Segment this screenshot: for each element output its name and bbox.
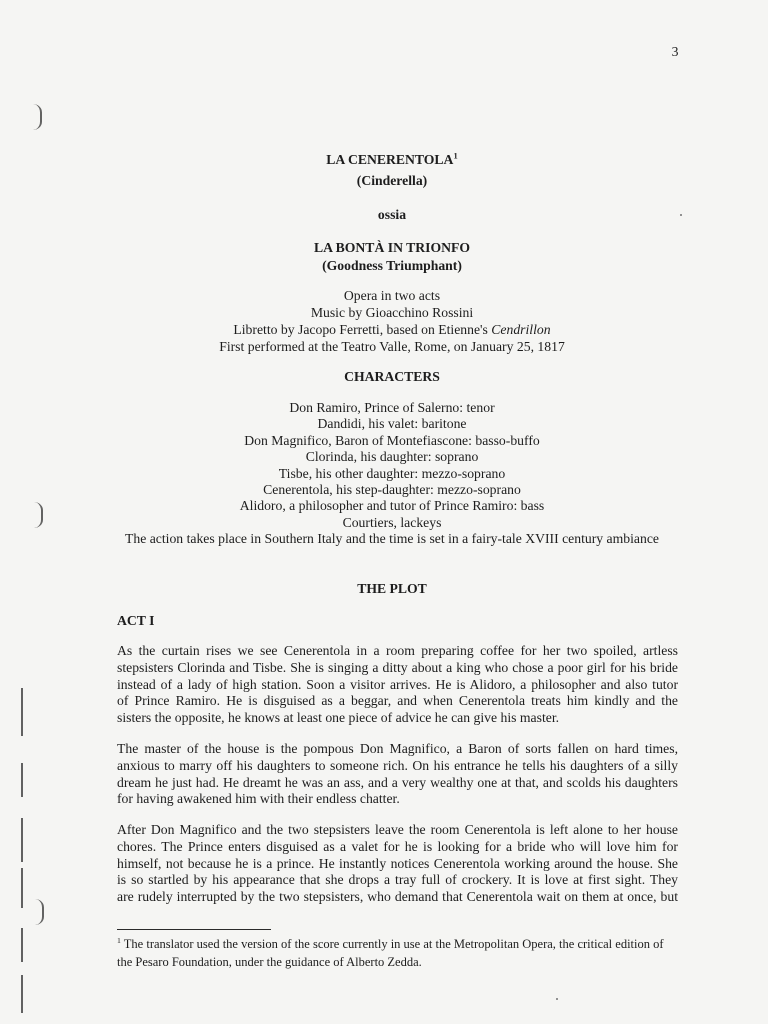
character-entry: Alidoro, a philosopher and tutor of Prince Ramiro: bass [239,498,545,514]
character-entry: Don Magnifico, Baron of Montefiascone: basso-buffo [244,432,540,448]
plot-heading: THE PLOT [357,581,427,596]
character-entry: Dandidi, his valet: baritone [317,416,467,432]
characters-list [112,400,672,548]
text-line: himself, not because he is a prince. He instantly notices Cenerentola working around the house. She [117,855,678,871]
text-line: The master of the house is the pompous Don Magnifico, a Baron of sorts fallen on hard times, [117,741,678,756]
scan-edge-line [21,975,23,1013]
text-line: is so startled by his appearance that she drops a tray full of crockery. It is love at first sight. They [117,872,678,888]
punch-hole-shadow [35,899,44,925]
text-line: instead of a lady of high station. Soon a visitor arrives. He is Alidoro, a philosopher and also tutor [117,676,678,692]
footnote-line: the Pesaro Foundation, under the guidance of Alberto Zedda. [117,954,422,969]
opera-credits [112,287,672,355]
plot-paragraph [117,822,678,906]
footnote-separator [117,929,271,930]
characters-heading: CHARACTERS [344,369,440,384]
premiere-line: First performed at the Teatro Valle, Rome, on January 25, 1817 [219,339,565,354]
librettist-line [112,321,672,338]
scan-edge-line [21,688,23,736]
scan-edge-line [21,868,23,908]
librettist-text: Libretto by Jacopo Ferretti, based on Etienne's [233,322,488,337]
text-line: stepsisters Clorinda and Tisbe. She is singing a ditty about a king who chose a poor girl for his bride [117,659,678,675]
plot-paragraph [117,741,678,808]
text-line: As the curtain rises we see Cenerentola in a room preparing coffee for her two spoiled, artless [117,643,678,658]
character-entry: Clorinda, his daughter: soprano [305,449,479,465]
text-line: sisters the opposite, he knows at least one piece of advice he can give his master. [117,710,560,725]
character-entry: Courtiers, lackeys [342,514,442,530]
source-work-title: Cendrillon [491,322,551,337]
footnote-reference-mark: 1 [453,150,458,161]
opera-title [112,151,672,168]
footnote [117,936,678,971]
title-connector: ossia [377,207,407,222]
page-number: 3 [671,44,679,59]
text-line: of Prince Ramiro. He is disguised as a beggar, and when Cenerentola treats him kindly and the [117,693,678,709]
text-line: anxious to marry off his daughters to someone rich. On his entrance he tells his daughters of a silly [117,757,678,773]
text-line: chores. The Prince enters disguised as a valet for he is looking for a bride who will love him for [117,838,678,854]
opera-form-line: Opera in two acts [343,288,441,303]
alternate-title-translation: (Goodness Triumphant) [322,258,462,273]
character-entry: Don Ramiro, Prince of Salerno: tenor [289,400,495,415]
alternate-title: LA BONTÀ IN TRIONFO [313,240,471,255]
composer-line: Music by Gioacchino Rossini [310,305,474,320]
act-heading: ACT I [117,613,155,628]
text-line: dream he just had. He dreamt he was an ass, and a very wealthy one at that, and scolds his daughters [117,774,678,790]
opera-title-text: LA CENERENTOLA [326,152,454,167]
plot-paragraph [117,643,678,727]
text-line: are rudely interrupted by the two stepsisters, who demand that Cenerentola wait on them at once, but [117,889,678,904]
scan-speck [680,214,682,216]
punch-hole-shadow [34,502,43,528]
character-entry: Tisbe, his other daughter: mezzo-soprano [278,465,506,481]
footnote-mark: 1 [117,935,121,945]
punch-hole-shadow [33,104,42,130]
scan-edge-line [21,928,23,962]
character-entry: Cenerentola, his step-daughter: mezzo-soprano [263,481,521,497]
footnote-line [117,936,678,954]
scan-speck [556,998,558,1000]
scan-edge-line [21,763,23,797]
text-line: for having awakened him with their endless chatter. [117,791,400,807]
footnote-text: The translator used the version of the score currently in use at the Metropolitan Opera, the critical edition of [123,937,664,951]
title-translation: (Cinderella) [356,173,428,188]
setting-statement: The action takes place in Southern Italy and the time is set in a fairy-tale XVIII century ambiance [125,531,659,547]
text-line: After Don Magnifico and the two stepsisters leave the room Cenerentola is left alone to her house [117,822,678,837]
scan-edge-line [21,818,23,862]
